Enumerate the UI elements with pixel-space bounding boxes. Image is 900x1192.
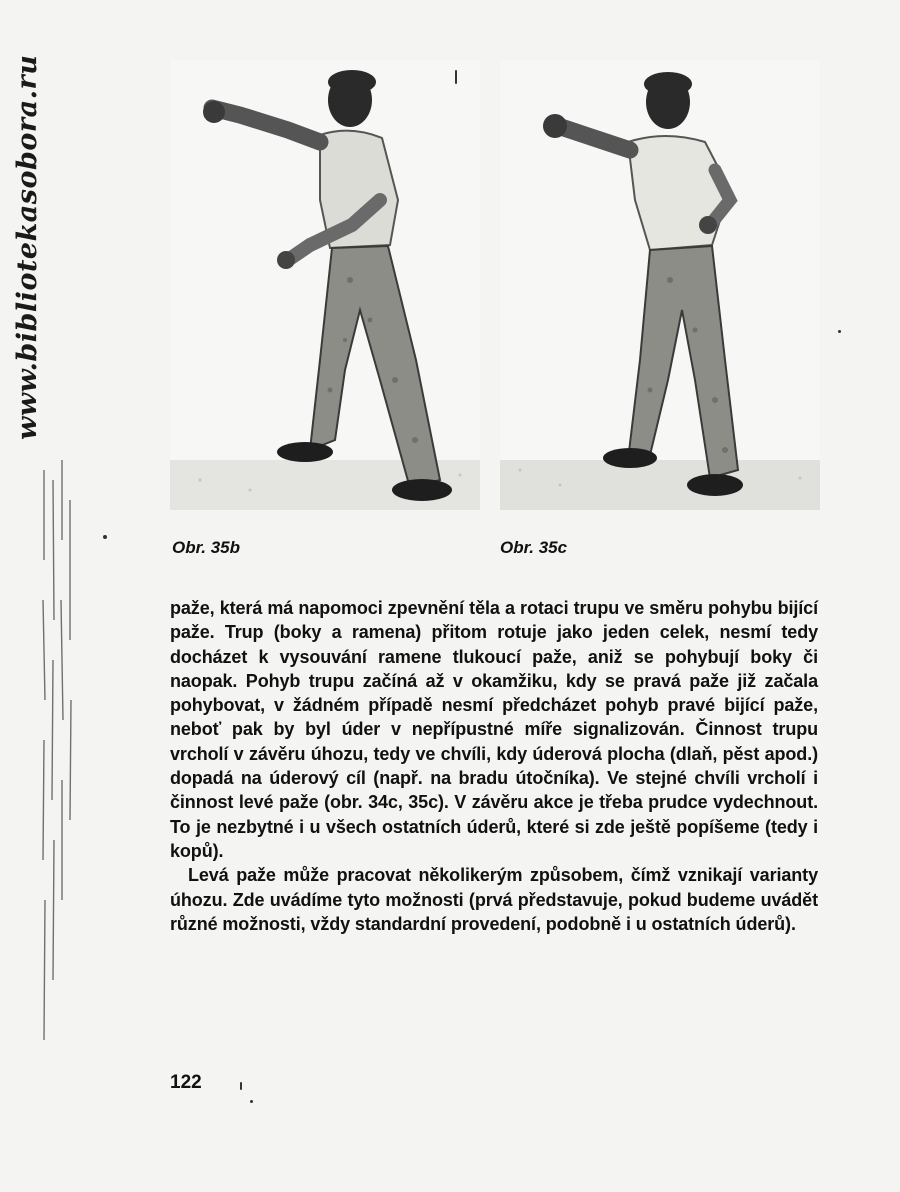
figure-35b-photo [170,60,480,510]
paragraph: Levá paže může pracovat několikerým způsobem, čímž vznikají varianty úhozu. Zde uvádíme tyto možnosti (prvá představuje, pokud budeme uvádět různé možnosti, vždy standardní provedení, podobně i u ostatních úderů). [170,865,818,934]
scan-speck [240,1082,242,1090]
scan-speck [250,1100,253,1103]
site-watermark: www.bibliotekasobora.ru [12,54,43,440]
figure-35b-caption: Obr. 35b [172,538,241,557]
page-number: 122 [170,1072,202,1093]
figure-35c-photo [500,60,820,510]
body-text [170,596,818,936]
paragraph: paže, která má napomoci zpevnění těla a rotaci trupu ve směru pohybu bijící paže. Trup (boky a ramena) přitom rotuje jako jeden celek, nesmí tedy docházet k vysouvání ramene tlukoucí paže, aniž se pohybují boky či naopak. Pohyb trupu začíná až v okamžiku, kdy se pravá paže již začala pohybovat, v žádném případě nesmí předcházet pohyb pravé bijící paže, neboť pak by byl úder v nepřípustné míře signalizován. Činnost trupu vrcholí v závěru úhozu, tedy ve chvíli, kdy úderová plocha (dlaň, pěst apod.) dopadá na úderový cíl (např. na bradu útočníka). Ve stejné chvíli vrcholí i činnost levé paže (obr. 34c, 35c). V závěru akce je třeba prudce vydechnout. To je nezbytné i u všech ostatních úderů, které si zde ještě popíšeme (tedy i kopů). [170,598,818,861]
figure-35c-caption: Obr. 35c [500,538,568,557]
scan-speck [838,330,841,333]
scan-speck [103,535,107,539]
scan-speck [455,70,457,84]
